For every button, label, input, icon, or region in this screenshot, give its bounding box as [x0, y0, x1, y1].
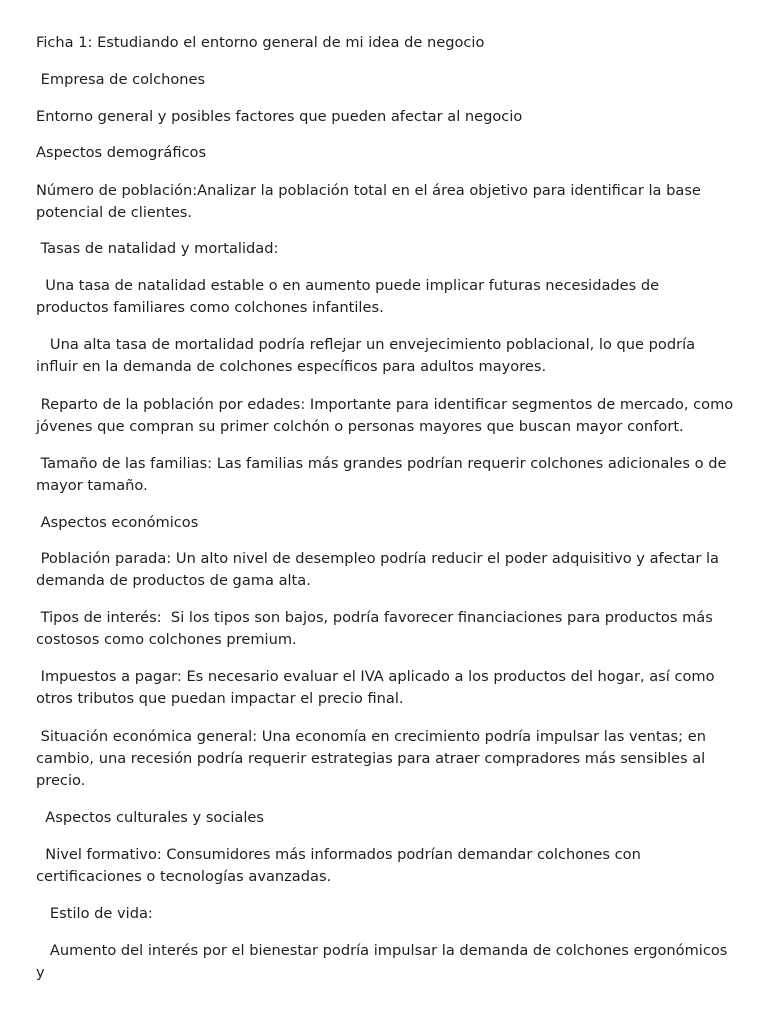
paragraph-economic-situation: Situación económica general: Una economía en crecimiento podría impulsar las ventas; en cambio, una recesión podría requerir estrategias para atraer compradores más sensibles al precio. — [36, 728, 711, 789]
subsection-heading-demographic: Aspectos demográficos — [36, 144, 207, 161]
paragraph-taxes: Impuestos a pagar: Es necesario evaluar el IVA aplicado a los productos del hogar, así como otros tributos que puedan impactar el precio final. — [36, 668, 720, 707]
business-name: Empresa de colchones — [36, 71, 206, 88]
paragraph-death-rate: Una alta tasa de mortalidad podría reflejar un envejecimiento poblacional, lo que podría influir en la demanda de colchones específicos para adultos mayores. — [36, 336, 700, 375]
paragraph-age-distribution: Reparto de la población por edades: Importante para identificar segmentos de mercado, como jóvenes que compran su primer colchón o personas mayores que buscan mayor confort. — [36, 396, 738, 435]
paragraph-interest-rates: Tipos de interés: Si los tipos son bajos, podría favorecer financiaciones para productos más costosos como colchones premium. — [36, 609, 718, 648]
paragraph-unemployment: Población parada: Un alto nivel de desempleo podría reducir el poder adquisitivo y afectar la demanda de productos de gama alta. — [36, 550, 724, 589]
paragraph-family-size: Tamaño de las familias: Las familias más grandes podrían requerir colchones adicionales o de mayor tamaño. — [36, 455, 732, 494]
paragraph-birth-rate: Una tasa de natalidad estable o en aumento puede implicar futuras necesidades de productos familiares como colchones infantiles. — [36, 277, 664, 316]
document-title: Ficha 1: Estudiando el entorno general de mi idea de negocio — [36, 34, 485, 51]
paragraph-education-level: Nivel formativo: Consumidores más informados podrían demandar colchones con certificaciones o tecnologías avanzadas. — [36, 846, 646, 885]
paragraph-birth-death-rates: Tasas de natalidad y mortalidad: — [36, 240, 279, 257]
paragraph-wellbeing: Aumento del interés por el bienestar podría impulsar la demanda de colchones ergonómicos y — [36, 942, 733, 981]
subsection-heading-cultural: Aspectos culturales y sociales — [36, 809, 265, 826]
paragraph-population: Número de población:Analizar la población total en el área objetivo para identificar la base potencial de clientes. — [36, 182, 706, 221]
section-heading: Entorno general y posibles factores que pueden afectar al negocio — [36, 108, 523, 125]
paragraph-lifestyle: Estilo de vida: — [36, 905, 153, 922]
subsection-heading-economic: Aspectos económicos — [36, 514, 199, 531]
